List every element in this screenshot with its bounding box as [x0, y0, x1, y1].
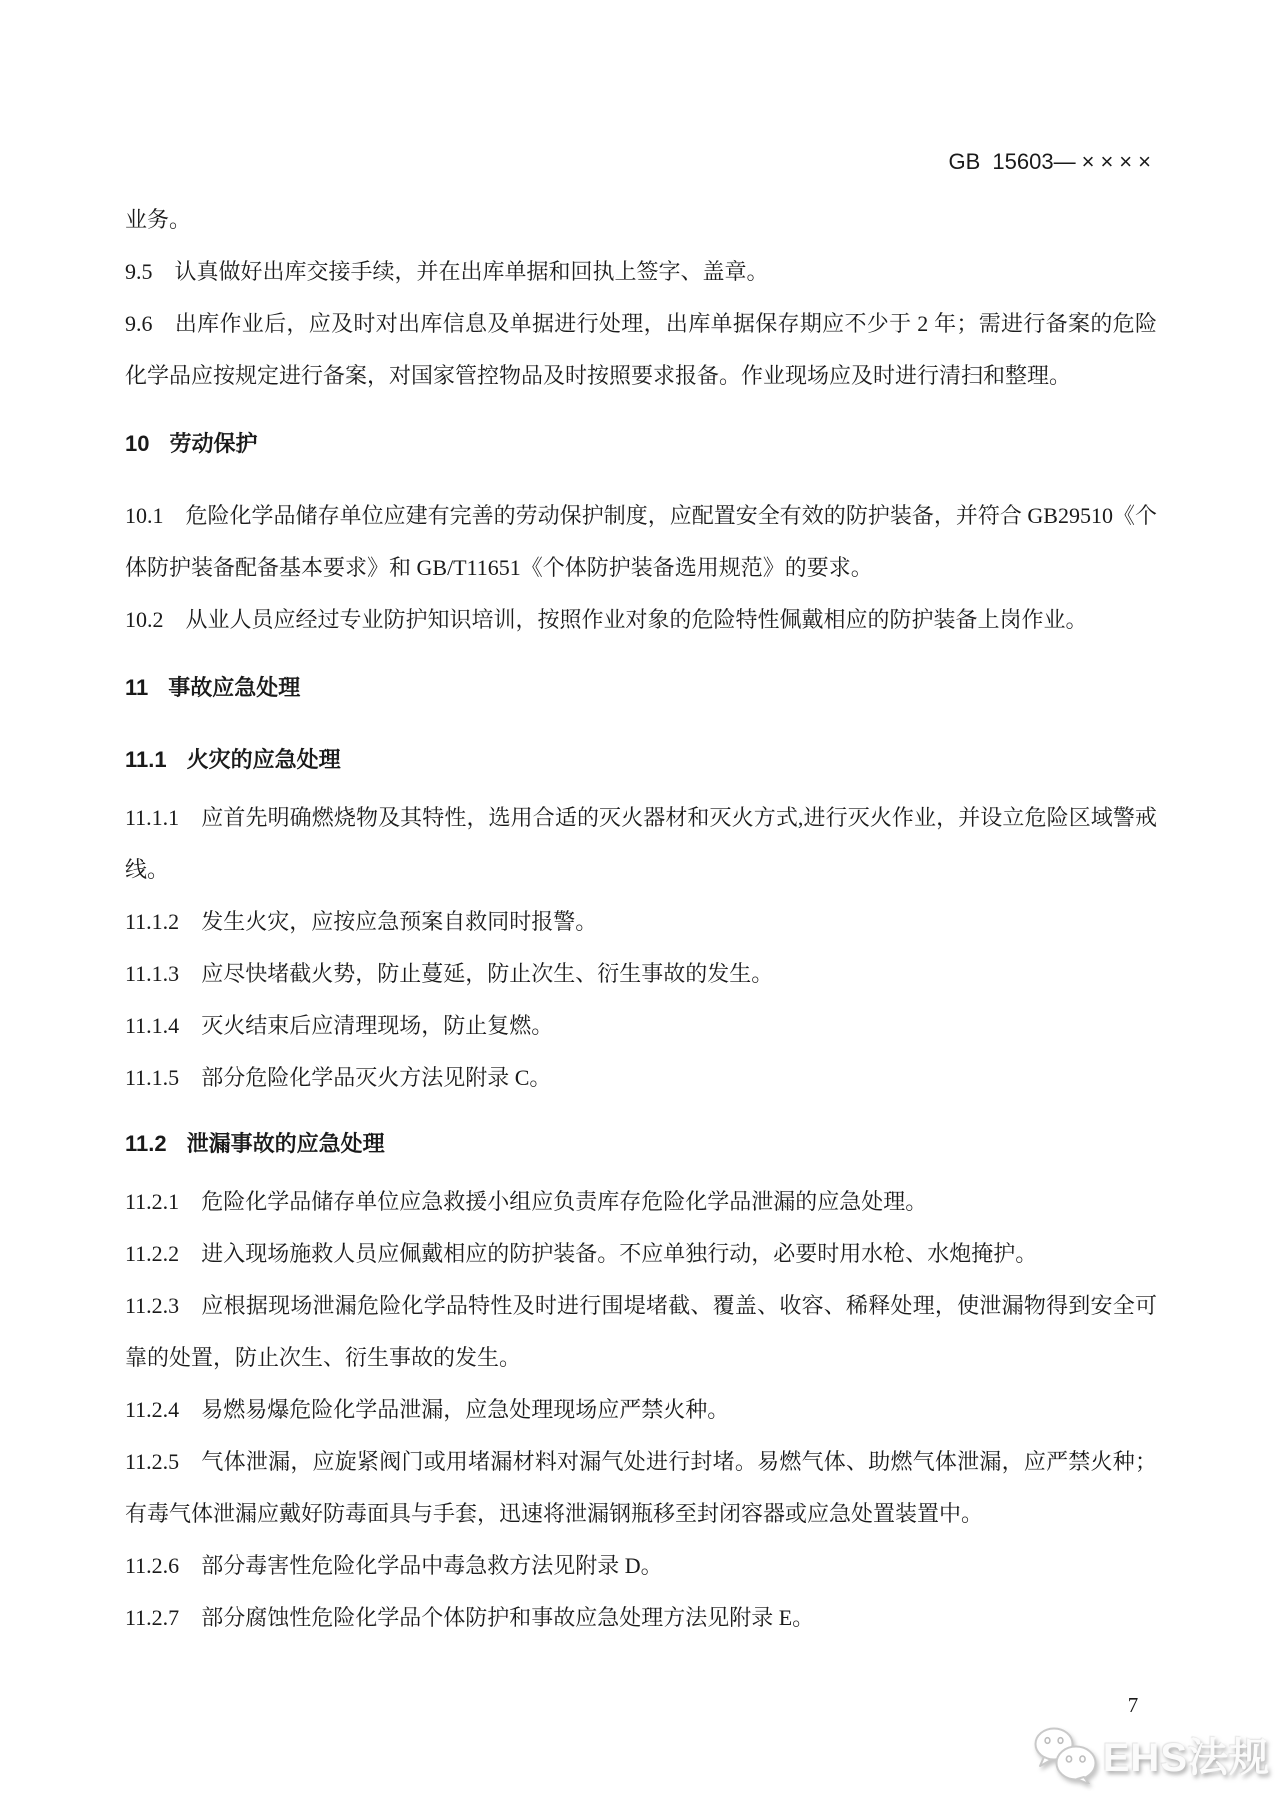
standard-year-placeholder: —×××× — [1053, 149, 1157, 174]
section-title: 火灾的应急处理 — [186, 747, 341, 772]
section-title: 事故应急处理 — [168, 675, 301, 700]
clause-number: 10.2 — [125, 607, 164, 632]
clause-11-2-2 — [125, 1228, 1157, 1280]
watermark-text: EHS法规 — [1102, 1735, 1270, 1780]
clause-number: 11.1.4 — [125, 1013, 180, 1038]
clause-text: 部分危险化学品灭火方法见附录 C。 — [201, 1065, 552, 1090]
clause-number: 11.1.1 — [125, 805, 180, 830]
clause-number: 11.1.3 — [125, 961, 180, 986]
clause-continuation-yewu — [125, 194, 1157, 246]
clause-11-1-3 — [125, 948, 1157, 1000]
clause-10-1 — [125, 490, 1157, 594]
page-number: 7 — [1127, 1693, 1139, 1717]
clause-text: 危险化学品储存单位应急救援小组应负责库存危险化学品泄漏的应急处理。 — [201, 1189, 928, 1214]
clause-number: 11.1.5 — [125, 1065, 180, 1090]
clause-text: 进入现场施救人员应佩戴相应的防护装备。不应单独行动，必要时用水枪、水炮掩护。 — [201, 1241, 1038, 1266]
section-11-heading — [125, 662, 1157, 714]
clause-text: 出库作业后，应及时对出库信息及单据进行处理，出库单据保存期应不少于 2 年；需进行备案的危险化学品应按规定进行备案，对国家管控物品及时按照要求报备。作业现场应及时进行清扫和整理。 — [125, 311, 1157, 388]
clause-11-1-2 — [125, 896, 1157, 948]
clause-number: 9.6 — [125, 311, 153, 336]
document-content — [125, 136, 1157, 1644]
clause-number: 11.2.5 — [125, 1449, 180, 1474]
clause-number: 9.5 — [125, 259, 153, 284]
wechat-icon — [1031, 1724, 1097, 1784]
clause-number: 11.2.6 — [125, 1553, 180, 1578]
section-title: 泄漏事故的应急处理 — [186, 1131, 385, 1156]
clause-11-1-4 — [125, 1000, 1157, 1052]
clause-number: 11.2.1 — [125, 1189, 180, 1214]
clause-text: 应首先明确燃烧物及其特性，选用合适的灭火器材和灭火方式,进行灭火作业，并设立危险区域警戒线。 — [125, 805, 1157, 882]
clause-text: 应尽快堵截火势，防止蔓延，防止次生、衍生事故的发生。 — [201, 961, 774, 986]
clause-text: 灭火结束后应清理现场，防止复燃。 — [201, 1013, 554, 1038]
section-title: 劳动保护 — [169, 431, 258, 456]
clause-9-6 — [125, 298, 1157, 402]
clause-11-1-5 — [125, 1052, 1157, 1104]
clause-number: 11.2.4 — [125, 1397, 180, 1422]
clause-text: 气体泄漏，应旋紧阀门或用堵漏材料对漏气处进行封堵。易燃气体、助燃气体泄漏，应严禁火种；有毒气体泄漏应戴好防毒面具与手套，迅速将泄漏钢瓶移至封闭容器或应急处置装置中。 — [125, 1449, 1157, 1526]
clause-11-1-1 — [125, 792, 1157, 896]
clause-text: 从业人员应经过专业防护知识培训，按照作业对象的危险特性佩戴相应的防护装备上岗作业。 — [185, 607, 1088, 632]
clause-number: 11.2.7 — [125, 1605, 180, 1630]
section-10-heading — [125, 418, 1157, 470]
clause-11-2-7 — [125, 1592, 1157, 1644]
clause-11-2-5 — [125, 1436, 1157, 1540]
clause-text: 应根据现场泄漏危险化学品特性及时进行围堤堵截、覆盖、收容、稀释处理，使泄漏物得到安全可靠的处置，防止次生、衍生事故的发生。 — [125, 1293, 1157, 1370]
section-11-1-heading — [125, 734, 1157, 786]
watermark — [1031, 1724, 1270, 1784]
clause-10-2 — [125, 594, 1157, 646]
clause-text: 部分腐蚀性危险化学品个体防护和事故应急处理方法见附录 E。 — [201, 1605, 815, 1630]
clause-11-2-6 — [125, 1540, 1157, 1592]
clause-11-2-1 — [125, 1176, 1157, 1228]
clause-9-5 — [125, 246, 1157, 298]
clause-number: 11.2.3 — [125, 1293, 180, 1318]
section-number: 11.1 — [125, 747, 167, 772]
section-number: 10 — [125, 431, 150, 456]
clause-text: 业务。 — [125, 207, 192, 232]
clause-number: 11.2.2 — [125, 1241, 180, 1266]
clause-text: 发生火灾，应按应急预案自救同时报警。 — [201, 909, 598, 934]
clause-text: 危险化学品储存单位应建有完善的劳动保护制度，应配置安全有效的防护装备，并符合 GB29510《个体防护装备配备基本要求》和 GB/T11651《个体防护装备选用规范》的要求。 — [125, 503, 1157, 580]
clause-text: 部分毒害性危险化学品中毒急救方法见附录 D。 — [201, 1553, 663, 1578]
section-number: 11.2 — [125, 1131, 167, 1156]
clause-text: 易燃易爆危险化学品泄漏，应急处理现场应严禁火种。 — [201, 1397, 730, 1422]
clause-number: 11.1.2 — [125, 909, 180, 934]
clause-text: 认真做好出库交接手续，并在出库单据和回执上签字、盖章。 — [174, 259, 769, 284]
section-11-2-heading — [125, 1118, 1157, 1170]
standard-number-header — [125, 136, 1157, 188]
clause-11-2-3 — [125, 1280, 1157, 1384]
standard-code: GB 15603 — [948, 149, 1054, 174]
section-number: 11 — [125, 675, 149, 700]
clause-11-2-4 — [125, 1384, 1157, 1436]
clause-number: 10.1 — [125, 503, 164, 528]
